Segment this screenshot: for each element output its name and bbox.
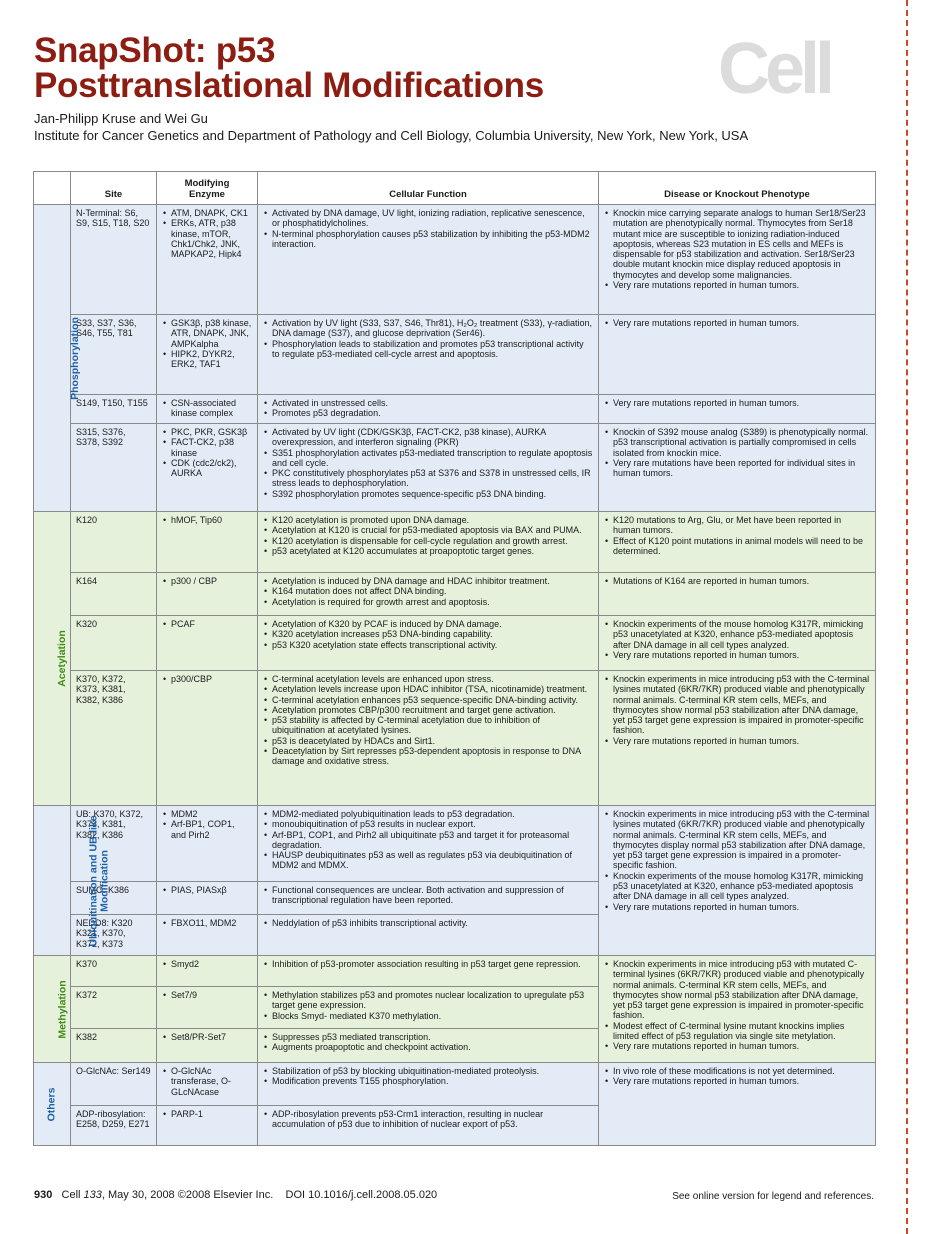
function-cell: [258, 1106, 599, 1146]
table-header-row: [34, 172, 876, 205]
category-label: [34, 956, 71, 1063]
list-item: • K120 acetylation is promoted upon DNA damage.: [272, 515, 593, 525]
institution: Institute for Cancer Genetics and Department of Pathology and Cell Biology, Columbia University, New York, New York, USA: [34, 128, 749, 143]
group-methylation: [34, 956, 876, 1063]
list-item: • p300 / CBP: [171, 576, 252, 586]
list-item: • Very rare mutations reported in human tumors.: [613, 398, 870, 408]
enzyme-cell: [157, 424, 258, 512]
list-item: • ADP-ribosylation prevents p53-Crm1 interaction, resulting in nuclear accumulation of p53 due to inhibition of nuclear export of p53.: [272, 1109, 593, 1130]
list-item: • Modification prevents T155 phosphorylation.: [272, 1076, 593, 1086]
list-item: • Knockin experiments in mice introducing p53 with the C-terminal lysines mutated (6KR/7KR) produced viable and phenotypically normal animals. C-terminal KR stem cells, MEFs, and thymocytes show normal p53 stabilization after DNA damage, yet p53 target gene expression is impaired in promoter-specific fashion.: [613, 674, 870, 736]
header-category: [34, 172, 71, 205]
list-item: • Knockin experiments of the mouse homolog K317R, mimicking p53 unacetylated at K320, enhance p53-mediated apoptosis after DNA damage in all cell types analyzed.: [613, 619, 870, 650]
list-item: • Acetylation promotes CBP/p300 recruitment and target gene activation.: [272, 705, 593, 715]
enzyme-cell: [157, 915, 258, 956]
table-row: [34, 671, 876, 806]
journal-name: Cell: [61, 1189, 81, 1201]
list-item: • Knockin experiments in mice introducing p53 with mutated C-terminal lysines (6KR/7KR) produced viable and phenotypically normal animals. C-terminal KR stem cells, MEFs, and thymocytes show normal p53 stabilization after DNA damage, yet p53 target gene expression is impaired in promoter-specific fashion.: [613, 959, 870, 1021]
list-item: • Very rare mutations have been reported for individual sites in human tumors.: [613, 458, 870, 479]
list-item: • Acetylation of K320 by PCAF is induced by DNA damage.: [272, 619, 593, 629]
trim-line: [906, 0, 908, 1234]
table-row: [34, 424, 876, 512]
function-cell: [258, 915, 599, 956]
enzyme-cell: [157, 205, 258, 315]
function-cell: [258, 1029, 599, 1063]
list-item: • Smyd2: [171, 959, 252, 969]
list-item: • ATM, DNAPK, CK1: [171, 208, 252, 218]
site-cell: N-Terminal: S6, S9, S15, T18, S20: [71, 205, 157, 315]
table-row: [34, 1063, 876, 1106]
list-item: • Blocks Smyd- mediated K370 methylation.: [272, 1011, 593, 1021]
list-item: • p53 stability is affected by C-terminal acetylation due to inhibition of ubiquitination at acetylated lysines.: [272, 715, 593, 736]
enzyme-cell: [157, 987, 258, 1029]
list-item: • MDM2-mediated polyubiquitination leads to p53 degradation.: [272, 809, 593, 819]
category-ubiquitination-line-2: Modification: [98, 849, 111, 912]
list-item: • N-terminal phosphorylation causes p53 stabilization by inhibiting the p53-MDM2 interaction.: [272, 229, 593, 250]
list-item: • monoubiquitination of p53 results in nuclear export.: [272, 819, 593, 829]
list-item: • O-GlcNAc transferase, O-GLcNAcase: [171, 1066, 252, 1097]
table-row: [34, 395, 876, 424]
site-cell: O-GlcNAc: Ser149: [71, 1063, 157, 1106]
header-function: Cellular Function: [258, 172, 599, 205]
list-item: • Phosphorylation leads to stabilization and promotes p53 transcriptional activity to regulate p53-mediated cell-cycle arrest and apoptosis.: [272, 339, 593, 360]
list-item: • Very rare mutations reported in human tumors.: [613, 280, 870, 290]
table-row: [34, 573, 876, 616]
list-item: • CSN-associated kinase complex: [171, 398, 252, 419]
list-item: • Acetylation is required for growth arrest and apoptosis.: [272, 597, 593, 607]
cell-logo: Cell: [718, 29, 831, 109]
enzyme-cell: [157, 806, 258, 882]
group-others: [34, 1063, 876, 1146]
citation-date: , May 30, 2008 ©2008 Elsevier Inc.: [101, 1189, 274, 1201]
list-item: • p53 acetylated at K120 accumulates at proapoptotic target genes.: [272, 546, 593, 556]
list-item: • p53 is deacetylated by HDACs and Sirt1.: [272, 736, 593, 746]
journal-volume: 133: [83, 1189, 102, 1201]
enzyme-cell: [157, 1029, 258, 1063]
function-cell: [258, 987, 599, 1029]
list-item: • S351 phosphorylation activates p53-mediated transcription to regulate apoptosis and cell cycle.: [272, 448, 593, 469]
authors: Jan-Philipp Kruse and Wei Gu: [34, 111, 208, 126]
list-item: • GSK3β, p38 kinase, ATR, DNAPK, JNK, AMPKalpha: [171, 318, 252, 349]
list-item: • PARP-1: [171, 1109, 252, 1119]
list-item: • K164 mutation does not affect DNA binding.: [272, 586, 593, 596]
footer-citation: [34, 1189, 437, 1202]
list-item: • Activated in unstressed cells.: [272, 398, 593, 408]
function-cell: [258, 512, 599, 573]
list-item: • Very rare mutations reported in human tumors.: [613, 736, 870, 746]
list-item: • Arf-BP1, COP1, and Pirh2 all ubiquitinate p53 and target it for proteasomal degradation.: [272, 830, 593, 851]
list-item: • PCAF: [171, 619, 252, 629]
list-item: • Very rare mutations reported in human tumors.: [613, 902, 870, 912]
enzyme-cell: [157, 956, 258, 987]
list-item: • Set7/9: [171, 990, 252, 1000]
list-item: • Activated by UV light (CDK/GSK3β, FACT-CK2, p38 kinase), AURKA overexpression, and interferon signaling (PKR): [272, 427, 593, 448]
list-item: • PKC, PKR, GSK3β: [171, 427, 252, 437]
enzyme-cell: [157, 882, 258, 915]
list-item: • Neddylation of p53 inhibits transcriptional activity.: [272, 918, 593, 928]
disease-cell: [599, 806, 876, 956]
list-item: • S392 phosphorylation promotes sequence-specific p53 DNA binding.: [272, 489, 593, 499]
function-cell: [258, 424, 599, 512]
enzyme-cell: [157, 573, 258, 616]
category-others: Others: [45, 1087, 58, 1121]
list-item: • Knockin mice carrying separate analogs to human Ser18/Ser23 mutation are phenotypically normal. Thymocytes from Ser18 mutant mice are susceptible to ionizing radiation-induced apoptosis, whereas S23 mutation in ES cells and MEFs is dispensable for p53 stabilization and activation. Ser18/Ser23 double mutant knockin mice display reduced apoptosis in thymocytes and develop some malignancies.: [613, 208, 870, 280]
function-cell: [258, 882, 599, 915]
list-item: • Set8/PR-Set7: [171, 1032, 252, 1042]
list-item: • In vivo role of these modifications is not yet determined.: [613, 1066, 870, 1076]
list-item: • CDK (cdc2/ck2), AURKA: [171, 458, 252, 479]
group-ubiquitination: [34, 806, 876, 956]
header-enzyme-line-1: Modifying: [184, 178, 230, 190]
list-item: • Arf-BP1, COP1, and Pirh2: [171, 819, 252, 840]
list-item: • Acetylation levels increase upon HDAC inhibitor (TSA, nicotinamide) treatment.: [272, 684, 593, 694]
list-item: • HAUSP deubiquitinates p53 as well as regulates p53 via deubiquitination of MDM2 and MDMX.: [272, 850, 593, 871]
disease-cell: [599, 956, 876, 1063]
function-cell: [258, 573, 599, 616]
page-title: [34, 33, 544, 103]
list-item: • Promotes p53 degradation.: [272, 408, 593, 418]
list-item: • K320 acetylation increases p53 DNA-binding capability.: [272, 629, 593, 639]
category-label: [34, 512, 71, 806]
function-cell: [258, 806, 599, 882]
site-cell: NEDD8: K320 K321, K370, K372, K373: [71, 915, 157, 956]
site-cell: S315, S376, S378, S392: [71, 424, 157, 512]
enzyme-cell: [157, 395, 258, 424]
enzyme-cell: [157, 512, 258, 573]
header-site: Site: [71, 172, 157, 205]
list-item: • PKC constitutively phosphorylates p53 at S376 and S378 in unstressed cells, IR stress leads to dephosphorylation.: [272, 468, 593, 489]
category-phosphorylation: Phosphorylation: [68, 316, 81, 400]
list-item: • K120 acetylation is dispensable for cell-cycle regulation and growth arrest.: [272, 536, 593, 546]
table-row: [34, 512, 876, 573]
list-item: • PIAS, PIASxβ: [171, 885, 252, 895]
site-cell: K372: [71, 987, 157, 1029]
site-cell: K382: [71, 1029, 157, 1063]
list-item: • Suppresses p53 mediated transcription.: [272, 1032, 593, 1042]
category-ubiquitination-line-1: Ubiquitination and UB-like: [87, 814, 100, 947]
category-ubiquitination: [89, 815, 111, 946]
list-item: • Modest effect of C-terminal lysine mutant knockins implies limited effect of p53 regulation via single site metylation.: [613, 1021, 870, 1042]
disease-cell: [599, 671, 876, 806]
disease-cell: [599, 395, 876, 424]
list-item: • C-terminal acetylation enhances p53 sequence-specific DNA-binding activity.: [272, 695, 593, 705]
disease-cell: [599, 315, 876, 395]
list-item: • p300/CBP: [171, 674, 252, 684]
list-item: • Functional consequences are unclear. Both activation and suppression of transcriptional regulation have been reported.: [272, 885, 593, 906]
list-item: • Very rare mutations reported in human tumors.: [613, 1041, 870, 1051]
title-line-1: SnapShot: p53: [34, 31, 276, 70]
header-enzyme-line-2: Enzyme: [189, 188, 225, 200]
list-item: • Effect of K120 point mutations in animal models will need to be determined.: [613, 536, 870, 557]
enzyme-cell: [157, 1106, 258, 1146]
function-cell: [258, 395, 599, 424]
disease-cell: [599, 616, 876, 671]
function-cell: [258, 315, 599, 395]
list-item: • HIPK2, DYKR2, ERK2, TAF1: [171, 349, 252, 370]
list-item: • Knockin experiments of the mouse homolog K317R, mimicking p53 unacetylated at K320, enhance p53-mediated apoptosis after DNA damage in all cell types analyzed.: [613, 871, 870, 902]
header-enzyme: [157, 172, 258, 205]
title-line-2: Posttranslational Modifications: [34, 66, 544, 105]
table-row: [34, 616, 876, 671]
list-item: • Knockin experiments in mice introducing p53 with the C-terminal lysines mutated (6KR/7KR) produced viable and phenotypically normal animals. C-terminal KR stem cells, MEFs, and thymocytes display normal p53 stabilization after DNA damage, yet p53 target gene expression is impaired in a promoter-specific fashion.: [613, 809, 870, 871]
list-item: • Acetylation is induced by DNA damage and HDAC inhibitor treatment.: [272, 576, 593, 586]
site-cell: K370: [71, 956, 157, 987]
category-methylation: Methylation: [56, 979, 69, 1039]
group-acetylation: [34, 512, 876, 806]
disease-cell: [599, 1063, 876, 1146]
list-item: • Methylation stabilizes p53 and promotes nuclear localization to upregulate p53 target gene expression.: [272, 990, 593, 1011]
function-cell: [258, 671, 599, 806]
list-item: • Mutations of K164 are reported in human tumors.: [613, 576, 870, 586]
list-item: • Acetylation at K120 is crucial for p53-mediated apoptosis via BAX and PUMA.: [272, 525, 593, 535]
site-cell: S33, S37, S36, S46, T55, T81: [71, 315, 157, 395]
site-cell: K164: [71, 573, 157, 616]
table-row: [34, 806, 876, 882]
page-number: 930: [34, 1189, 53, 1201]
table-row: [34, 956, 876, 987]
category-label: [34, 1063, 71, 1146]
category-label: [34, 205, 81, 512]
list-item: • C-terminal acetylation levels are enhanced upon stress.: [272, 674, 593, 684]
list-item: • Very rare mutations reported in human tumors.: [613, 1076, 870, 1086]
site-cell: UB: K370, K372, K373, K381, K382, K386: [71, 806, 157, 882]
header-disease: Disease or Knockout Phenotype: [599, 172, 876, 205]
site-cell: SUMO: K386: [71, 882, 157, 915]
list-item: • Very rare mutations reported in human tumors.: [613, 318, 870, 328]
list-item: • Stabilization of p53 by blocking ubiquitination-mediated proteolysis.: [272, 1066, 593, 1076]
group-phosphorylation: [34, 205, 876, 512]
enzyme-cell: [157, 671, 258, 806]
footer-note: See online version for legend and references.: [672, 1191, 874, 1202]
site-cell: K370, K372, K373, K381, K382, K386: [71, 671, 157, 806]
site-cell: K320: [71, 616, 157, 671]
function-cell: [258, 1063, 599, 1106]
site-cell: K120: [71, 512, 157, 573]
list-item: • Activation by UV light (S33, S37, S46, Thr81), H₂O₂ treatment (S33), γ-radiation, DNA damage (S37), and glucose deprivation (Ser46).: [272, 318, 593, 339]
modifications-table: [33, 171, 876, 1146]
category-acetylation: Acetylation: [55, 630, 68, 687]
list-item: • Deacetylation by Sirt represses p53-dependent apoptosis in response to DNA damage and oxidative stress.: [272, 746, 593, 767]
table-row: [34, 315, 876, 395]
list-item: • hMOF, Tip60: [171, 515, 252, 525]
site-cell: ADP-ribosylation: E258, D259, E271: [71, 1106, 157, 1146]
list-item: • p53 K320 acetylation state effects transcriptional activity.: [272, 640, 593, 650]
list-item: • Augments proapoptotic and checkpoint activation.: [272, 1042, 593, 1052]
enzyme-cell: [157, 1063, 258, 1106]
citation-doi: DOI 10.1016/j.cell.2008.05.020: [285, 1189, 438, 1201]
disease-cell: [599, 424, 876, 512]
disease-cell: [599, 512, 876, 573]
list-item: • Very rare mutations reported in human tumors.: [613, 650, 870, 660]
list-item: • K120 mutations to Arg, Glu, or Met have been reported in human tumors.: [613, 515, 870, 536]
list-item: • FBXO11, MDM2: [171, 918, 252, 928]
function-cell: [258, 205, 599, 315]
list-item: • MDM2: [171, 809, 252, 819]
function-cell: [258, 616, 599, 671]
enzyme-cell: [157, 315, 258, 395]
table-row: [34, 205, 876, 315]
disease-cell: [599, 205, 876, 315]
list-item: • Knockin of S392 mouse analog (S389) is phenotypically normal. p53 transcriptional activation is partially compromised in cells isolated from knockin mice.: [613, 427, 870, 458]
site-cell: S149, T150, T155: [71, 395, 157, 424]
list-item: • Inhibition of p53-promoter association resulting in p53 target gene repression.: [272, 959, 593, 969]
enzyme-cell: [157, 616, 258, 671]
list-item: • ERKs, ATR, p38 kinase, mTOR, Chk1/Chk2, JNK, MAPKAP2, Hipk4: [171, 218, 252, 259]
function-cell: [258, 956, 599, 987]
list-item: • FACT-CK2, p38 kinase: [171, 437, 252, 458]
disease-cell: [599, 573, 876, 616]
list-item: • Activated by DNA damage, UV light, ionizing radiation, replicative senescence, or phosphatidylcholines.: [272, 208, 593, 229]
